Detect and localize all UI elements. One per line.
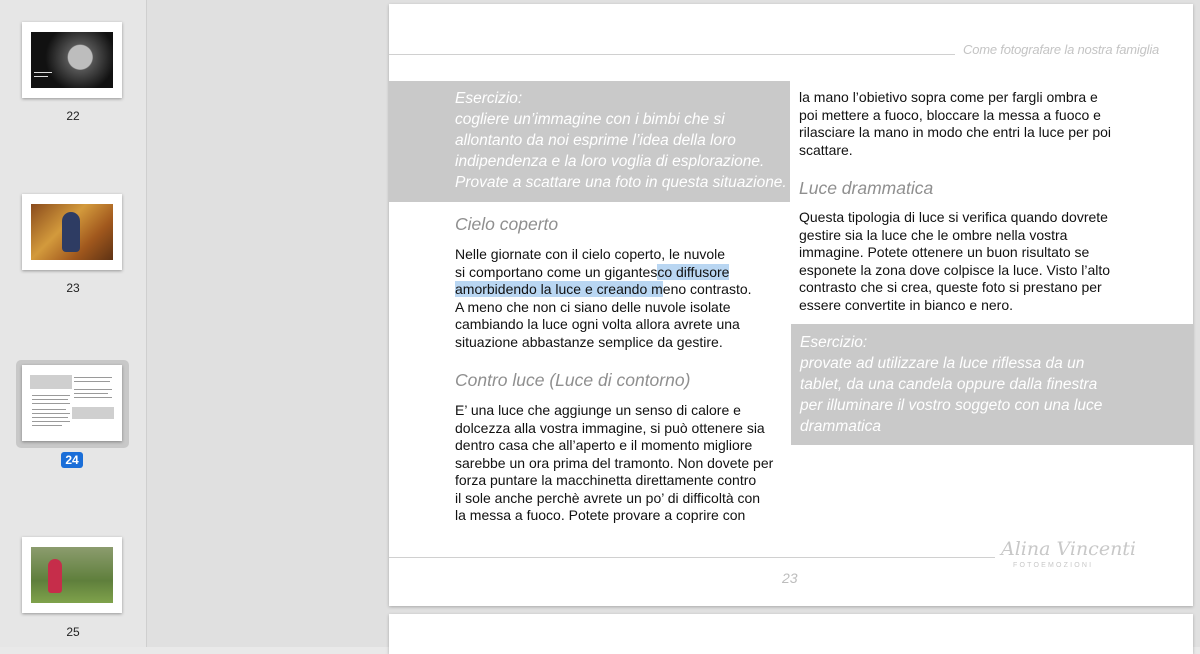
signature-logo: Alina Vincenti — [1001, 538, 1137, 560]
text-line: cambiando la luce ogni volta allora avrete una — [455, 316, 740, 332]
text-line: il sole anche perchè avrete un po’ di difficoltà con — [455, 489, 761, 506]
selected-text: amorbidendo la luce e creando m — [455, 281, 663, 297]
section-heading-contro-luce[interactable]: Contro luce (Luce di contorno) — [455, 370, 691, 390]
text-line: E’ una luce che aggiunge un senso di calore e — [455, 402, 741, 418]
thumbnail-text-line — [74, 381, 110, 382]
section-heading-luce-drammatica[interactable]: Luce drammatica — [799, 178, 934, 198]
text-line: contrasto che si crea, queste foto si prestano per — [799, 279, 1102, 295]
thumbnail-box — [72, 407, 114, 419]
header-rule — [389, 54, 955, 55]
thumbnail-photo — [31, 547, 113, 603]
thumbnail-page-number: 23 — [66, 281, 80, 295]
text-line: dolcezza alla vostra immagine, si può ottenere sia — [455, 419, 765, 436]
page-thumbnail-25[interactable] — [22, 537, 122, 613]
thumbnail-text-line — [74, 393, 108, 394]
exercise-text[interactable] — [455, 88, 787, 193]
text-span: eno contrasto. — [662, 281, 752, 297]
text-line: forza puntare la macchinetta direttamente contro — [455, 472, 757, 488]
thumbnail-page-number: 22 — [66, 109, 80, 123]
thumbnail-text-line — [32, 425, 62, 426]
exercise-line: per illuminare il vostro soggeto con una luce — [800, 397, 1103, 414]
text-line: dentro casa che all’aperto e il momento migliore — [455, 437, 753, 453]
page-thumbnail-sidebar — [0, 0, 147, 647]
thumbnail-figure — [48, 559, 62, 593]
thumbnail-text-line — [32, 413, 70, 414]
thumbnail-text-line — [74, 377, 112, 378]
exercise-line: provate ad utilizzare la luce riflessa da un — [800, 355, 1085, 372]
text-line: poi mettere a fuoco, bloccare la messa a fuoco e — [799, 106, 1101, 123]
thumbnail-text-line — [32, 395, 70, 396]
exercise-line: Provate a scattare una foto in questa situazione. — [455, 174, 787, 191]
body-text-contro[interactable] — [455, 402, 773, 525]
text-line: Nelle giornate con il cielo coperto, le nuvole — [455, 246, 726, 262]
text-line: immagine. Potete ottenere un buon risultato se — [799, 244, 1090, 260]
exercise-line: drammatica — [800, 418, 881, 435]
page-thumbnail-22[interactable] — [22, 22, 122, 98]
exercise-line: allontanto da noi esprime l’idea della loro — [455, 132, 736, 149]
selected-page-badge: 24 — [61, 452, 83, 468]
document-page — [389, 4, 1193, 606]
thumbnail-text-line — [32, 417, 68, 418]
thumbnail-text-line — [32, 409, 66, 410]
signature-subtitle: FOTOEMOZIONI — [1013, 562, 1094, 569]
text-line: A meno che non ci siano delle nuvole isolate — [455, 298, 731, 315]
thumbnail-page-number: 25 — [66, 625, 80, 639]
next-document-page — [389, 614, 1193, 654]
thumbnail-text-line — [34, 72, 52, 73]
footer-rule — [389, 557, 995, 558]
thumbnail-figure — [62, 212, 80, 252]
page-thumbnail-23[interactable] — [22, 194, 122, 270]
exercise-label: Esercizio: — [800, 334, 868, 351]
page-thumbnail-24[interactable] — [22, 365, 122, 441]
body-text-right-top[interactable] — [799, 89, 1111, 159]
selected-text: co diffusore — [657, 263, 730, 280]
thumbnail-text-line — [32, 399, 68, 400]
text-line: situazione abbastanze semplice da gestire. — [455, 333, 723, 350]
thumbnail-text-line — [74, 389, 112, 390]
exercise-text[interactable] — [800, 332, 1102, 437]
exercise-line: tablet, da una candela oppure dalla finestra — [800, 376, 1098, 393]
exercise-line: cogliere un’immagine con i bimbi che si — [455, 111, 725, 128]
text-line: essere convertite in bianco e nero. — [799, 296, 1014, 313]
text-span: si comportano come un gigantes — [455, 263, 658, 280]
page-number: 23 — [782, 570, 798, 586]
text-line: gestire sia la luce che le ombre nella vostra — [799, 226, 1068, 243]
text-line — [455, 264, 752, 282]
body-text-cielo[interactable] — [455, 246, 752, 351]
thumbnail-photo — [31, 32, 113, 88]
section-heading-cielo-coperto[interactable]: Cielo coperto — [455, 214, 559, 234]
exercise-line: indipendenza e la loro voglia di esplorazione. — [455, 153, 765, 170]
text-line: la mano l’obietivo sopra come per fargli ombra e — [799, 89, 1098, 105]
text-line: la messa a fuoco. Potete provare a coprire con — [455, 507, 746, 523]
text-line: rilasciare la mano in modo che entri la luce per poi — [799, 124, 1112, 140]
thumbnail-text-line — [34, 76, 48, 77]
thumbnail-text-line — [74, 397, 112, 398]
text-line: scattare. — [799, 141, 853, 158]
header-title: Come fotografare la nostra famiglia — [963, 42, 1160, 57]
text-line: esponete la zona dove colpisce la luce. Visto l’alto — [799, 261, 1111, 278]
thumbnail-text-line — [32, 403, 70, 404]
text-line: Questa tipologia di luce si verifica quando dovrete — [799, 209, 1108, 225]
thumbnail-text-line — [32, 421, 70, 422]
thumbnail-box — [30, 375, 72, 389]
text-line — [455, 281, 752, 299]
exercise-label: Esercizio: — [455, 90, 523, 107]
text-line: sarebbe un ora prima del tramonto. Non dovete per — [455, 454, 774, 471]
body-text-drammatica[interactable] — [799, 209, 1110, 314]
